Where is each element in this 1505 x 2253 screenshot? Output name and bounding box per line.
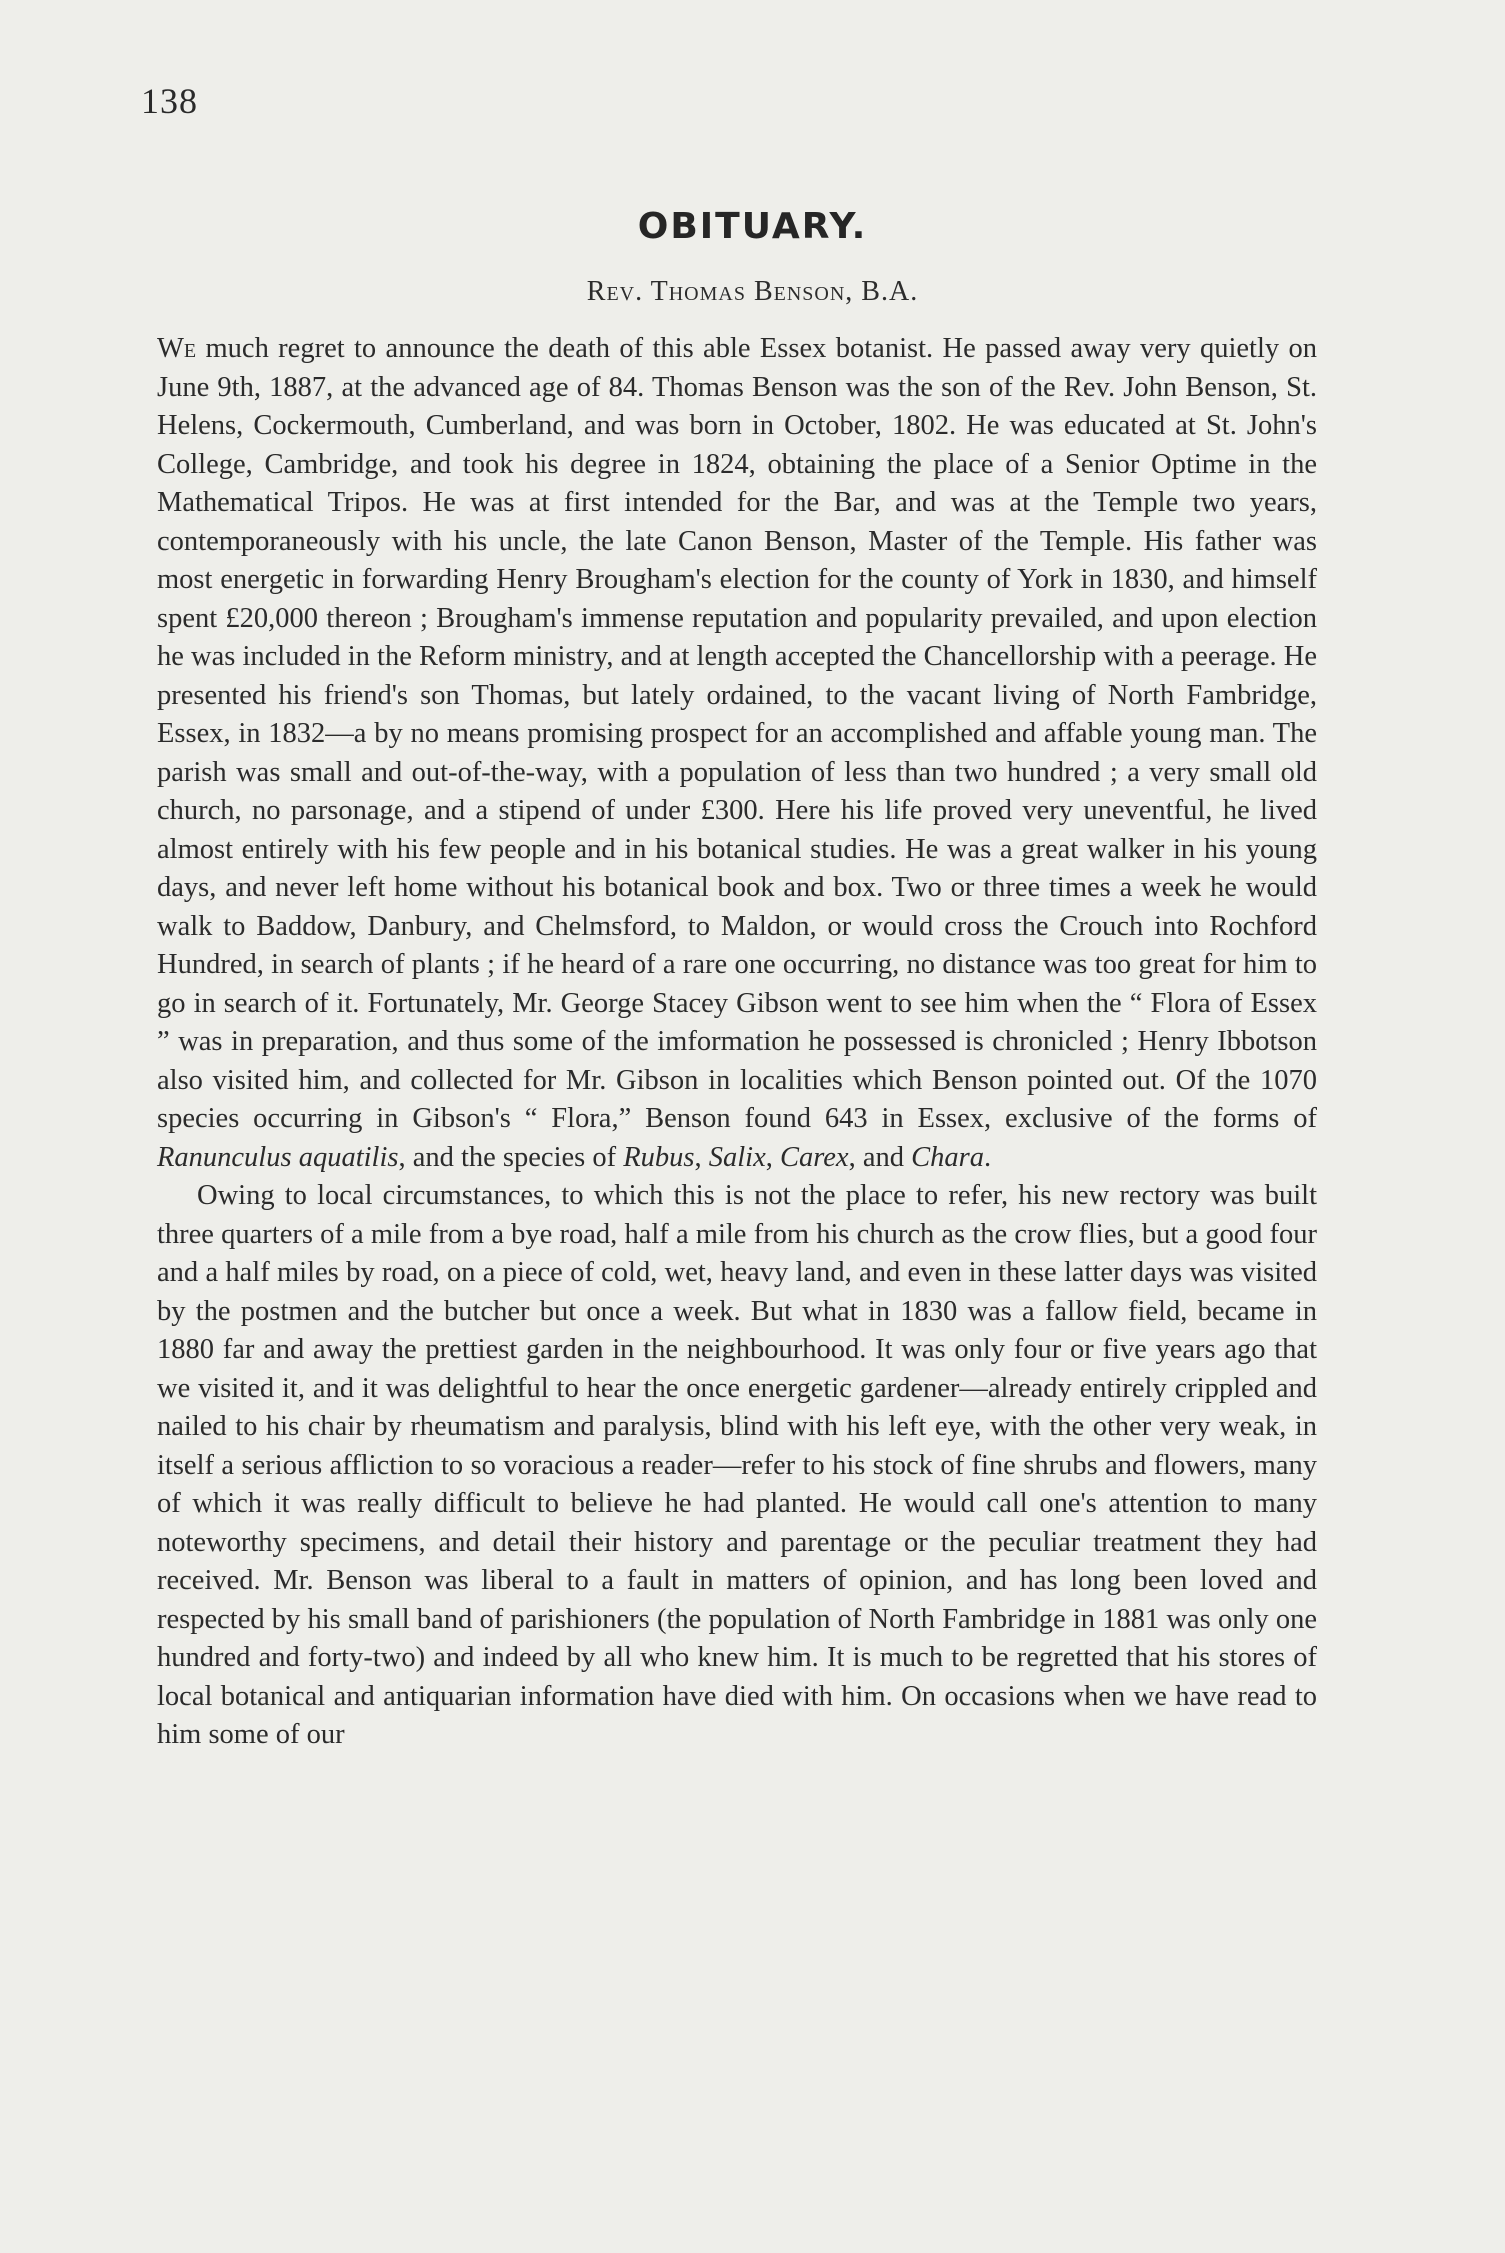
genus-rubus: Rubus: [623, 1141, 695, 1173]
paragraph-1-text: much regret to announce the death of this able Essex botanist. He passed away very quietly on June 9th, 1887, at the advanced age of 84. Thomas Benson was the son of the Rev. John Benson, St. Helens, Cockermouth, Cumberland, and was born in October, 1802. He was educated at St. John's College, Cambridge, and took his degree in 1824, obtaining the place of a Senior Optime in the Mathematical Tripos. He was at first intended for the Bar, and was at the Temple two years, contemporaneously with his uncle, the late Canon Benson, Master of the Temple. His father was most energetic in forwarding Henry Brougham's election for the county of York in 1830, and himself spent £20,000 thereon ; Brougham's immense reputation and popularity prevailed, and upon election he was included in the Reform ministry, and at length accepted the Chancellorship with a peerage. He presented his friend's son Thomas, but lately ordained, to the vacant living of North Fambridge, Essex, in 1832—a by no means promising prospect for an accomplished and affable young man. The parish was small and out-of-the-way, with a population of less than two hundred ; a very small old church, no parsonage, and a stipend of under £300. Here his life proved very uneventful, he lived almost entirely with his few people and in his botanical studies. He was a great walker in his young days, and never left home without his botanical book and box. Two or three times a week he would walk to Baddow, Danbury, and Chelmsford, to Maldon, or would cross the Crouch into Rochford Hundred, in search of plants ; if he heard of a rare one occurring, no distance was too great for him to go in search of it. Fortunately, Mr. George Stacey Gibson went to see him when the “ Flora of Essex ” was in preparation, and thus some of the imformation he possessed is chronicled ; Henry Ibbotson also visited him, and collected for Mr. Gibson in localities which Benson pointed out. Of the 1070 species occurring in Gibson's “ Flora,” Benson found 643 in Essex, exclusive of the forms of: [157, 333, 1317, 1134]
paragraph-1: [157, 330, 1317, 1177]
paragraph-1-text-5: , and: [848, 1141, 912, 1173]
paragraph-2: Owing to local circumstances, to which this is not the place to refer, his new rectory was built three quarters of a mile from a bye road, half a mile from his church as the crow flies, but a good four and a half miles by road, on a piece of cold, wet, heavy land, and even in these latter days was visited by the postmen and the butcher but once a week. But what in 1830 was a fallow field, became in 1880 far and away the prettiest garden in the neighbourhood. It was only four or five years ago that we visited it, and it was delightful to hear the once energetic gardener—already entirely crippled and nailed to his chair by rheumatism and paralysis, blind with his left eye, with the other very weak, in itself a serious affliction to so voracious a reader—refer to his stock of fine shrubs and flowers, many of which it was really difficult to believe he had planted. He would call one's attention to many noteworthy specimens, and detail their history and parentage or the peculiar treatment they had received. Mr. Benson was liberal to a fault in matters of opinion, and has long been loved and respected by his small band of parishioners (the population of North Fambridge in 1881 was only one hundred and forty-two) and indeed by all who knew him. It is much to be regretted that his stores of local botanical and antiquarian information have died with him. On occasions when we have read to him some of our: [157, 1180, 1317, 1750]
genus-salix: Salix: [708, 1141, 766, 1173]
body-text: [157, 330, 1317, 1755]
genus-carex: Carex: [779, 1141, 849, 1173]
obituary-subject: Rev. Thomas Benson, B.A.: [586, 276, 919, 307]
paragraph-1-text-4: ,: [765, 1141, 780, 1173]
paragraph-1-text-2: , and the species of: [398, 1141, 624, 1173]
paragraph-1-text-3: ,: [694, 1141, 709, 1173]
page-title: OBITUARY.: [637, 206, 868, 247]
page-number: 138: [141, 81, 198, 121]
genus-chara: Chara: [911, 1141, 984, 1173]
paragraph-1-first-word: We: [157, 333, 197, 364]
paragraph-1-text-6: .: [983, 1141, 992, 1173]
species-ranunculus: Ranunculus aquatilis: [157, 1141, 399, 1173]
